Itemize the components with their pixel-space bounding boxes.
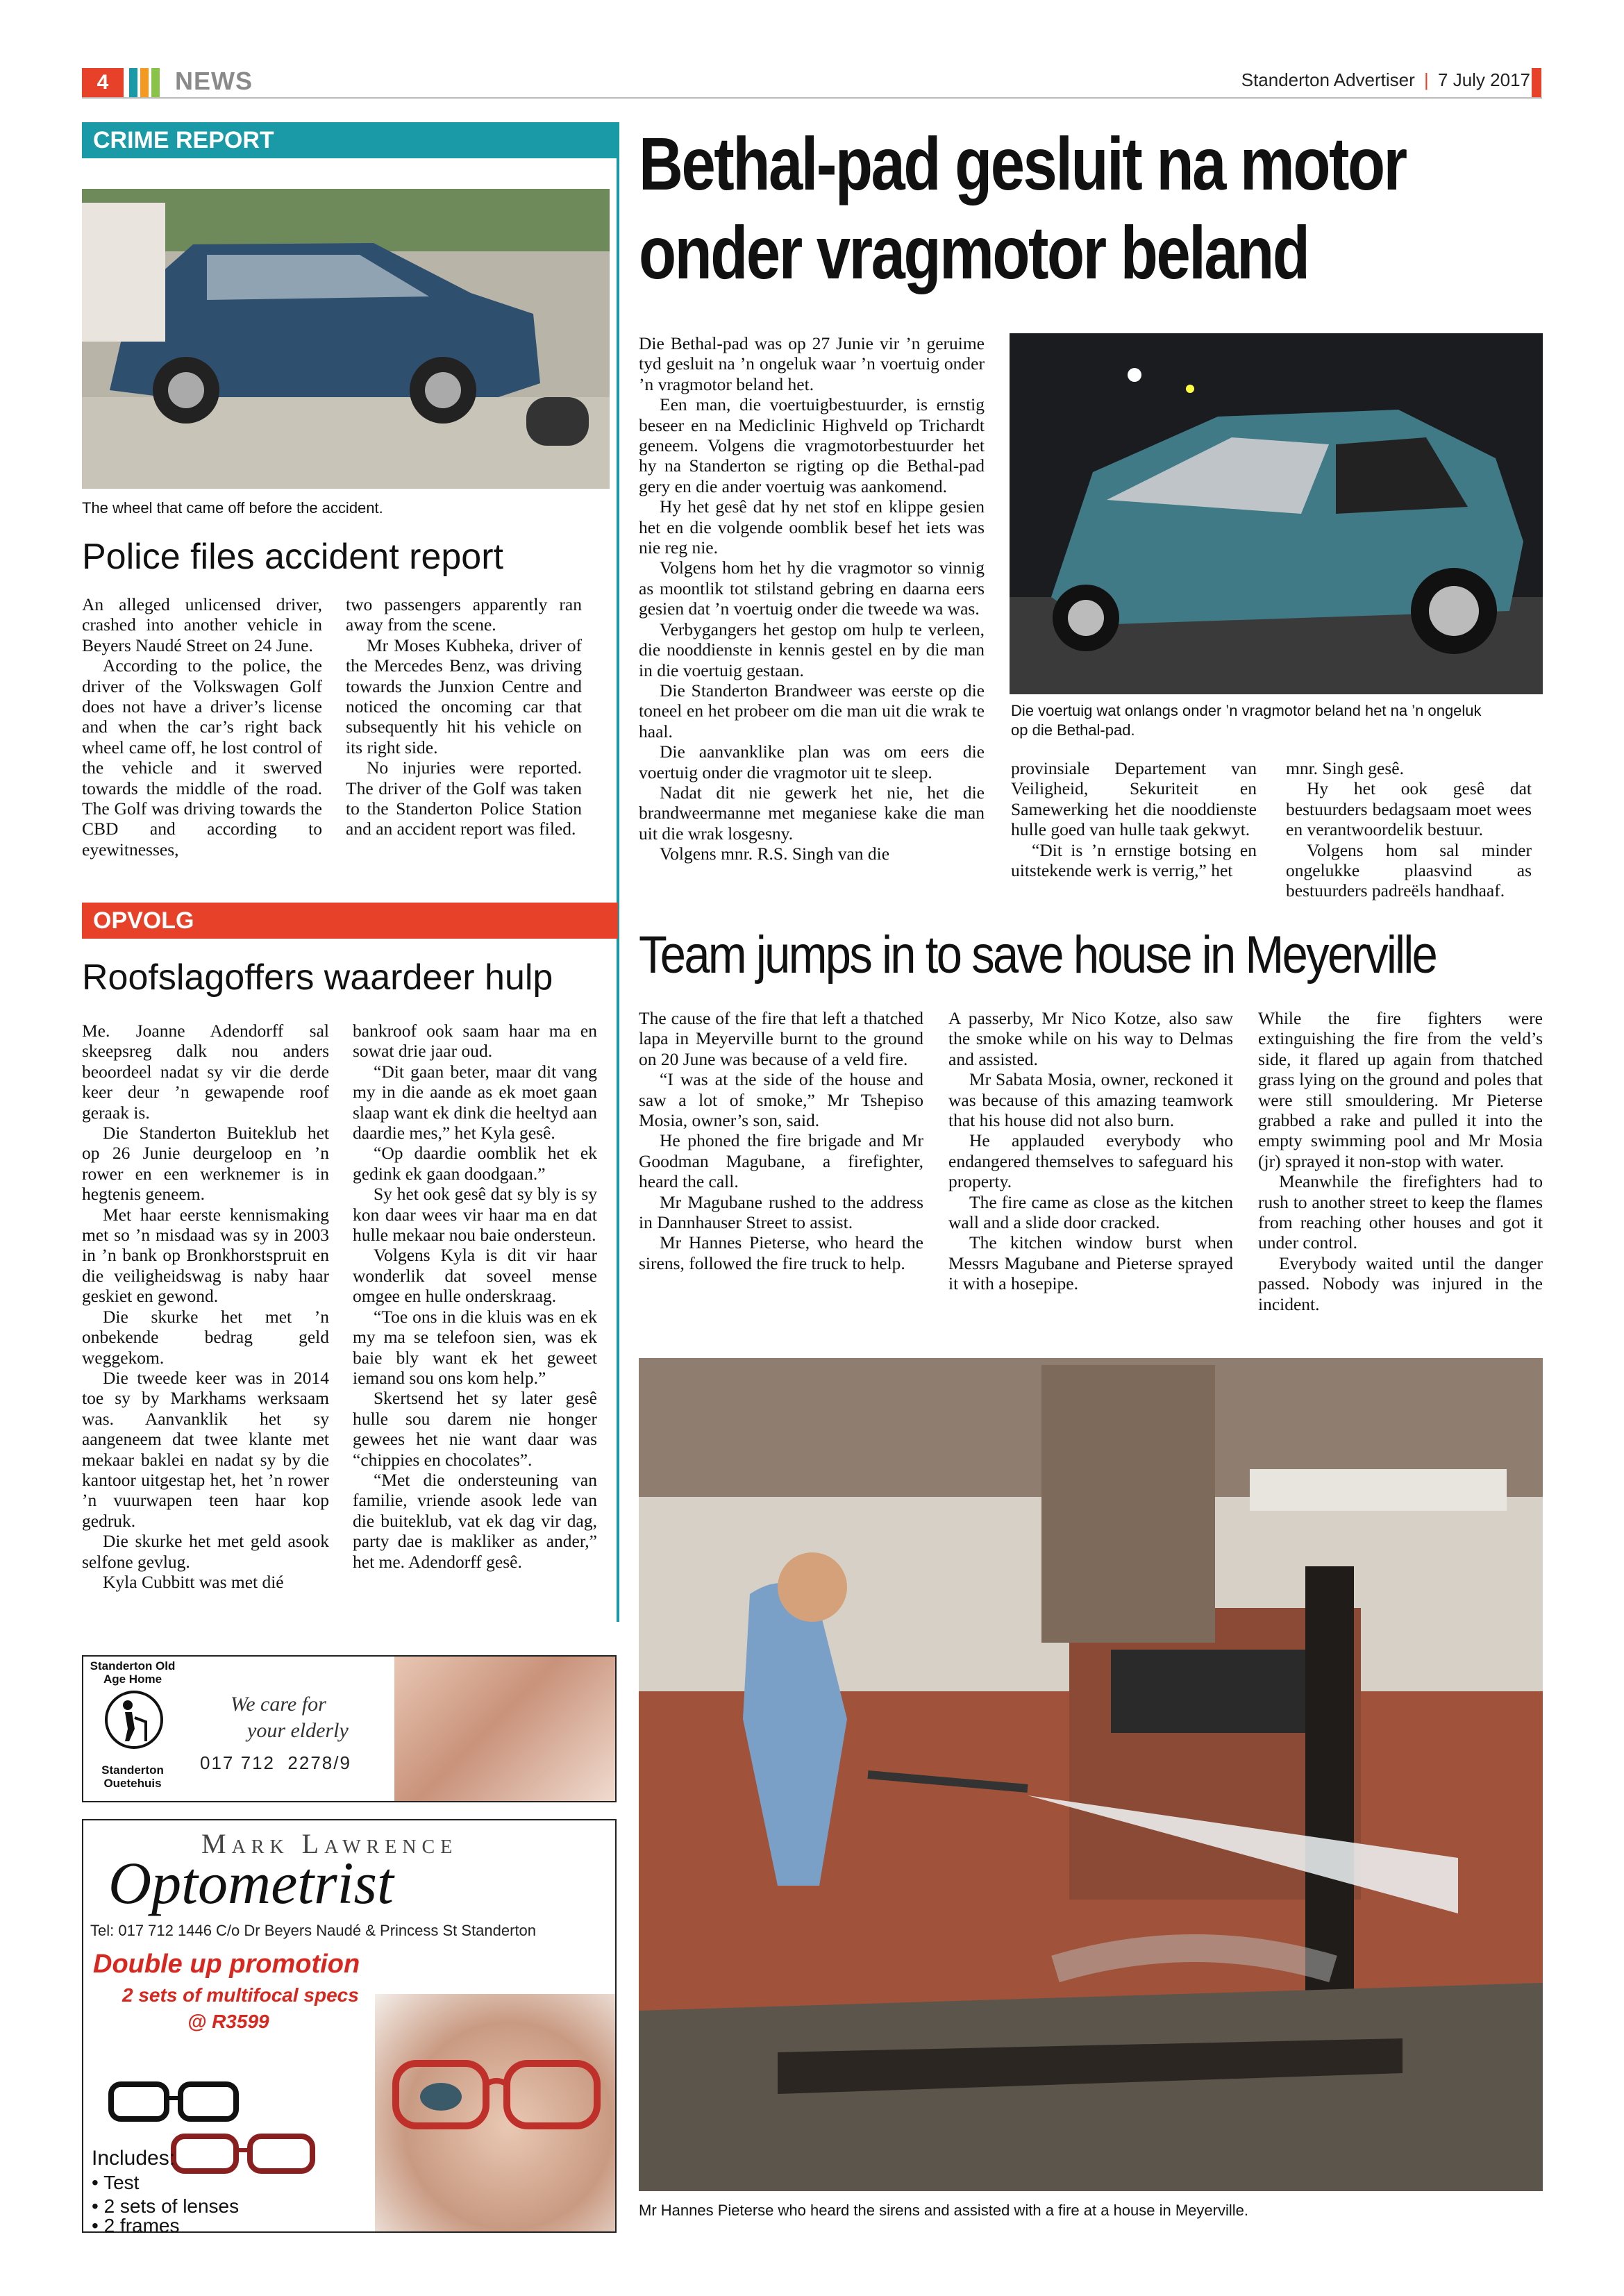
meyerville-photo-caption: Mr Hannes Pieterse who heard the sirens and assisted with a fire at a house in Meyerville. xyxy=(639,2202,1248,2219)
meyerville-col-1 xyxy=(639,1008,923,1273)
bethal-col1-para: Volgens mnr. R.S. Singh van die xyxy=(660,844,890,864)
meyerville-col-2 xyxy=(948,1008,1233,1294)
includes-label: Includes: xyxy=(92,2147,176,2170)
crime-report-tag: CRIME REPORT xyxy=(82,122,618,158)
bethal-col1-para: Volgens hom het hy die vragmotor so vinnig as moontlik tot stilstand gebring en daarna eers gesien dat ’n voertuig onder die tweede wa was. xyxy=(639,558,985,619)
meyerville-col2-para: The kitchen window burst when Messrs Magubane and Pieterse sprayed it with a hosepipe. xyxy=(948,1232,1233,1294)
crime-col2-para: Mr Moses Kubheka, driver of the Mercedes Benz, was driving towards the Junxion Centre and noticed the oncoming car that subsequently hit his vehicle on its right side. xyxy=(346,635,582,757)
meyerville-col2-para: He applauded everybody who endangered themselves to safeguard his property. xyxy=(948,1130,1233,1192)
opvolg-col1-para: Me. Joanne Adendorff sal skeepsreg dalk nou anders beoordeel nadat sy vir die derde keer deur ’n gewapende roof geraak is. xyxy=(82,1021,329,1123)
meyerville-col3-para: Everybody waited until the danger passed. Nobody was injured in the incident. xyxy=(1258,1252,1543,1314)
wrecked-car-illustration xyxy=(1010,333,1543,694)
meyerville-headline: Team jumps in to save house in Meyerville xyxy=(639,925,1437,984)
meyerville-col1-para: He phoned the fire brigade and Mr Goodman Magubane, a firefighter, heard the call. xyxy=(639,1130,923,1192)
meyerville-col2-para: The fire came as close as the kitchen wall and a slide door cracked. xyxy=(948,1191,1233,1233)
opvolg-col2-para: Skertsend het sy later gesê hulle sou darem nie honger gewees het nie want daar was “chippies en chocolates”. xyxy=(353,1388,597,1470)
age-home-slogan-1: We care for xyxy=(231,1693,326,1716)
red-frame-glasses-icon xyxy=(382,2043,604,2140)
crashed-golf-photo xyxy=(82,189,610,489)
bethal-headline-line-2: onder vragmotor beland xyxy=(639,210,1309,294)
publication-name: Standerton Advertiser xyxy=(1241,69,1415,90)
lapa-fire-illustration xyxy=(639,1358,1543,2191)
bethal-col3-para: Volgens hom sal minder ongelukke plaasvind as bestuurders padreëls handhaaf. xyxy=(1286,839,1532,901)
age-home-ad xyxy=(82,1655,617,1802)
bethal-col3-para: mnr. Singh gesê. xyxy=(1286,758,1404,778)
meyerville-col1-para: The cause of the fire that left a thatched lapa in Meyerville burnt to the ground on 20 June was because of a veld fire. xyxy=(639,1008,923,1069)
wrecked-car-photo xyxy=(1010,333,1543,694)
bethal-col1-para: Die Bethal-pad was op 27 Junie vir ’n geruime tyd gesluit na ’n ongeluk waar ’n voertuig onder ’n vragmotor beland het. xyxy=(639,333,985,394)
publication-date: 7 July 2017 xyxy=(1438,69,1530,90)
opvolg-col2-para: Sy het ook gesê dat sy bly is sy kon daar wees vir haar ma en dat hulle mekaar nou baie ondersteun. xyxy=(353,1184,597,1246)
optometrist-title: Optometrist xyxy=(108,1850,394,1916)
meyerville-col-3 xyxy=(1258,1008,1543,1314)
crime-col1-para: According to the police, the driver of the Volkswagen Golf does not have a driver’s license and when the car’s right back wheel came off, he lost control of the vehicle and it swerved towards the middle of the road. The Golf was driving towards the CBD and according to eyewitnesses, xyxy=(82,655,322,860)
red-glasses-icon xyxy=(167,2126,326,2181)
opvolg-col2-para: “Dit gaan beter, maar dit vang my in die aande as ek moet gaan slaap want ek dink die heeltyd aan daardie mes,” het Kyla gesê. xyxy=(353,1061,597,1143)
opvolg-col1-para: Die skurke het met ’n onbekende bedrag geld weggekom. xyxy=(82,1306,329,1368)
opvolg-col1-para: Die Standerton Buiteklub het op 26 Junie deurgeloop en ’n rower en een werknemer is in hegtenis geneem. xyxy=(82,1123,329,1205)
meyerville-col1-para: “I was at the side of the house and saw a lot of smoke,” Mr Tshepiso Mosia, owner’s son, said. xyxy=(639,1069,923,1131)
header-date-bar xyxy=(1532,68,1541,97)
header-bar-green xyxy=(151,68,160,97)
bethal-col1-para: Hy het gesê dat hy net stof en klippe gesien het en die volgende oomblik besef het iets was nie reg nie. xyxy=(639,496,985,558)
opvolg-col2-para: “Met die ondersteuning van familie, vriende asook lede van die buiteklub, vat ek dag vir dag, party dae is makliker as ander,” het me. Adendorff gesê. xyxy=(353,1469,597,1572)
opvolg-col-2 xyxy=(353,1021,597,1572)
opvolg-col2-para: “Op daardie oomblik het ek gedink ek gaan doodgaan.” xyxy=(353,1143,597,1184)
opvolg-col2-para: “Toe ons in die kluis was en ek my ma se telefoon sien, was ek baie bly want ek het geweet iemand sou ons kom help.” xyxy=(353,1306,597,1388)
opvolg-col1-para: Die tweede keer was in 2014 toe sy by Markhams werksaam was. Aanvanklik het sy aangeneem dat twee klante met mekaar baklei en nadat sy by die kantoor uitgestap het, het ’n rower ’n vuurwapen teen haar kop gedruk. xyxy=(82,1367,329,1531)
bethal-headline-line-1: Bethal-pad gesluit na motor xyxy=(639,121,1406,206)
crime-photo-caption: The wheel that came off before the accident. xyxy=(82,499,383,517)
includes-item: • 2 sets of lenses xyxy=(92,2195,240,2217)
crime-col1-para: An alleged unlicensed driver, crashed into another vehicle in Beyers Naudé Street on 24 June. xyxy=(82,594,322,655)
promo-headline: Double up promotion xyxy=(93,1950,360,1979)
crime-col2-para: No injuries were reported. The driver of the Golf was taken to the Standerton Police Station and an accident report was filed. xyxy=(346,757,582,839)
bethal-col-3 xyxy=(1286,758,1532,901)
bethal-col1-para: Die Standerton Brandweer was eerste op die toneel en het probeer om die man uit die wrak te haal. xyxy=(639,680,985,741)
meyerville-col2-para: Mr Sabata Mosia, owner, reckoned it was because of this amazing teamwork that his house did not also burn. xyxy=(948,1069,1233,1131)
opvolg-col-1 xyxy=(82,1021,329,1592)
optometrist-contact: Tel: 017 712 1446 C/o Dr Beyers Naudé & Princess St Standerton xyxy=(90,1922,537,1939)
bethal-col-2 xyxy=(1011,758,1257,880)
meyerville-col3-para: While the fire fighters were extinguishing the fire from the veld’s side, it flared up again from thatched grass lying on the ground and poles that were still smouldering. Mr Pieterse grabbed a rake and pulled it into the empty swimming pool and Mr Mosia (jr) sprayed it non-stop with water. xyxy=(1258,1008,1543,1171)
elderly-walker-icon xyxy=(104,1690,164,1750)
header-bar-orange xyxy=(140,68,149,97)
age-home-name-bottom: Standerton Ouetehuis xyxy=(101,1763,164,1790)
bethal-col2-para: provinsiale Departement van Veiligheid, Sekuriteit en Samewerking het die nooddienste hulle goed van hulle taak gekwyt. xyxy=(1011,758,1257,840)
opvolg-col1-para: Kyla Cubbitt was met dié xyxy=(103,1571,284,1592)
bethal-col-1 xyxy=(639,333,985,864)
bethal-col1-para: Die aanvanklike plan was om eers die voertuig onder die vragmotor uit te sleep. xyxy=(639,741,985,782)
age-home-phone: 017 712 2278/9 xyxy=(200,1752,351,1773)
crime-col-1 xyxy=(82,594,322,860)
meyerville-col1-para: Mr Magubane rushed to the address in Dannhauser Street to assist. xyxy=(639,1191,923,1233)
bethal-col3-para: Hy het ook gesê dat bestuurders bedagsaam moet wees en verantwoordelik bestuur. xyxy=(1286,778,1532,840)
bethal-col1-para: Een man, die voertuigbestuurder, is ernstig beseer en na Mediclinic Highveld op Trichardt geneem. Volgens die vragmotorbestuurder het hy na Standerton se rigting op die Bethal-pad gery en die ander voertuig was aankomend. xyxy=(639,394,985,496)
opvolg-col1-para: Die skurke het met geld asook selfone gevlug. xyxy=(82,1531,329,1572)
meyerville-col1-para: Mr Hannes Pieterse, who heard the sirens, followed the fire truck to help. xyxy=(639,1232,923,1273)
includes-item: • Test xyxy=(92,2172,140,2193)
header-rule xyxy=(82,97,1542,99)
holding-hands-photo xyxy=(394,1657,617,1802)
age-home-name-top: Standerton Old Age Home xyxy=(90,1659,176,1686)
opvolg-col2-para: Volgens Kyla is dit vir haar wonderlik dat soveel mense omgee en hulle onderskraag. xyxy=(353,1245,597,1307)
optometrist-name: Mark Lawrence xyxy=(201,1828,458,1859)
crime-col-2 xyxy=(346,594,582,839)
crashed-golf-illustration xyxy=(82,189,610,489)
opvolg-col2-para: bankroof ook saam haar ma en sowat drie jaar oud. xyxy=(353,1021,597,1062)
promo-offer-2: @ R3599 xyxy=(187,2011,269,2032)
bethal-col1-para: Nadat dit nie gewerk het nie, het die brandweermanne met meganiese kake die man uit die wrak losgesny. xyxy=(639,782,985,844)
bethal-photo-caption: Die voertuig wat onlangs onder ’n vragmotor beland het na ’n ongeluk op die Bethal-pad. xyxy=(1011,702,1482,739)
promo-offer-1: 2 sets of multifocal specs xyxy=(122,1984,359,2006)
bethal-headline xyxy=(639,119,1541,297)
dateline-separator: | xyxy=(1424,69,1429,90)
section-label: NEWS xyxy=(175,67,253,95)
opvolg-col1-para: Met haar eerste kennismaking met so ’n misdaad was sy in 2003 in ’n bank op Bronkhorstspruit en die veiligheidswag is naby haar geskiet en gewond. xyxy=(82,1204,329,1307)
meyerville-col3-para: Meanwhile the firefighters had to rush to another street to keep the flames from reaching other houses and got it under control. xyxy=(1258,1171,1543,1253)
meyerville-col2-para: A passerby, Mr Nico Kotze, also saw the smoke while on his way to Delmas and assisted. xyxy=(948,1008,1233,1069)
age-home-slogan-2: your elderly xyxy=(247,1719,349,1742)
publication-dateline xyxy=(1241,69,1530,91)
page-number-box: 4 xyxy=(82,68,124,97)
optometrist-ad xyxy=(82,1819,617,2233)
lapa-fire-photo xyxy=(639,1358,1543,2191)
bethal-col1-para: Verbygangers het gestop om hulp te verleen, die nooddienste in kennis gestel en by die man in die voertuig gestaan. xyxy=(639,619,985,680)
crime-col2-para: two passengers apparently ran away from the scene. xyxy=(346,594,582,635)
includes-item: • 2 frames xyxy=(92,2215,180,2233)
bethal-col2-para: “Dit is ’n ernstige botsing en uitstekende werk is verrig,” het xyxy=(1011,839,1257,881)
crime-headline: Police files accident report xyxy=(82,537,503,577)
opvolg-tag: OPVOLG xyxy=(82,903,618,939)
left-column-rule xyxy=(617,122,619,1622)
header-bar-teal xyxy=(129,68,137,97)
black-glasses-icon xyxy=(104,2070,250,2133)
opvolg-headline: Roofslagoffers waardeer hulp xyxy=(82,957,553,998)
